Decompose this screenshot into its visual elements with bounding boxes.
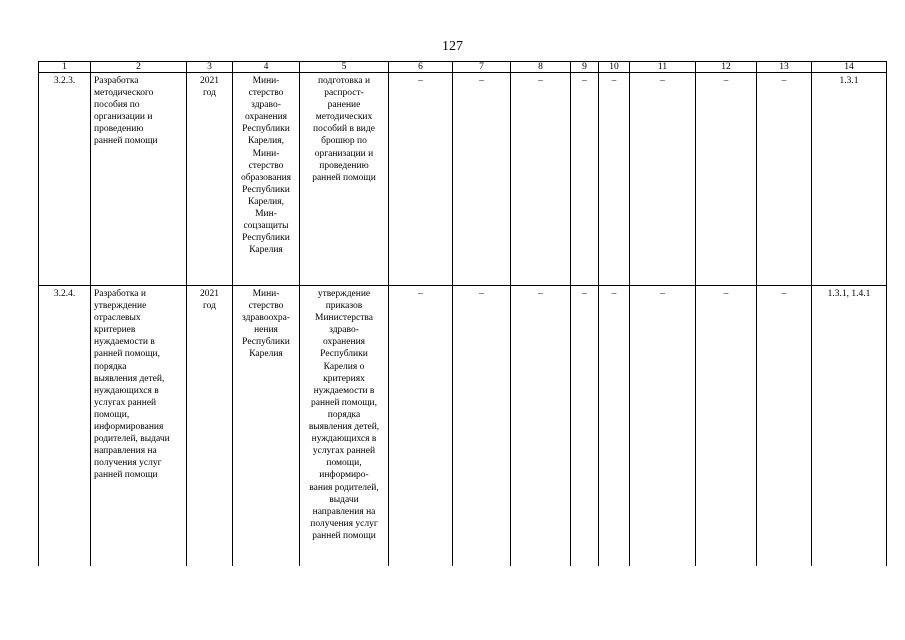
col-header-4: 4 [233,62,300,73]
cell-col-10: – [599,286,630,567]
col-header-12: 12 [696,62,757,73]
col-header-10: 10 [599,62,630,73]
measures-table [38,61,887,566]
cell-col-6: – [389,286,453,567]
col-header-11: 11 [630,62,696,73]
page-number: 127 [442,39,463,54]
cell-col-13: – [757,286,812,567]
responsible-executors: Мини- стерство здраво- охранения Республики Карелия, Мини- стерство образования Республики Карелия, Мин- соцзащиты Республики Карелия [233,73,300,286]
col-header-1: 1 [39,62,91,73]
cell-col-7: – [453,286,511,567]
indicator-link: 1.3.1, 1.4.1 [812,286,887,567]
measures-table-container [38,61,886,564]
deadline-year: 2021 год [187,73,233,286]
expected-result: подготовка и распрост- ранение методических пособий в виде брошюр по организации и проведению ранней помощи [300,73,389,286]
expected-result: утверждение приказов Министерства здраво- охранения Республики Карелия о критериях нуждаемости в ранней помощи, порядка выявления детей, нуждающихся в услугах ранней помощи, информиро- вания родителей, выдачи направления на получения услуг ранней помощи [300,286,389,567]
cell-col-10: – [599,73,630,286]
measure-name: Разработка и утверждение отраслевых критериев нуждаемости в ранней помощи, порядка выявления детей, нуждающихся в услугах ранней помощи, информирования родителей, выдачи направления на получения услуг ранней помощи [91,286,187,567]
row-number: 3.2.3. [39,73,91,286]
cell-col-13: – [757,73,812,286]
table-row [39,286,887,567]
cell-col-9: – [571,73,599,286]
indicator-link: 1.3.1 [812,73,887,286]
col-header-2: 2 [91,62,187,73]
cell-col-8: – [511,73,571,286]
cell-col-6: – [389,73,453,286]
cell-col-8: – [511,286,571,567]
col-header-9: 9 [571,62,599,73]
col-header-13: 13 [757,62,812,73]
col-header-14: 14 [812,62,887,73]
cell-col-12: – [696,286,757,567]
cell-col-11: – [630,73,696,286]
col-header-6: 6 [389,62,453,73]
row-number: 3.2.4. [39,286,91,567]
cell-col-7: – [453,73,511,286]
cell-col-11: – [630,286,696,567]
col-header-8: 8 [511,62,571,73]
cell-col-12: – [696,73,757,286]
responsible-executors: Мини- стерство здравоохра- нения Республики Карелия [233,286,300,567]
deadline-year: 2021 год [187,286,233,567]
col-header-5: 5 [300,62,389,73]
column-number-row [39,62,887,73]
col-header-3: 3 [187,62,233,73]
col-header-7: 7 [453,62,511,73]
table-row [39,73,887,286]
measure-name: Разработка методического пособия по организации и проведению ранней помощи [91,73,187,286]
cell-col-9: – [571,286,599,567]
